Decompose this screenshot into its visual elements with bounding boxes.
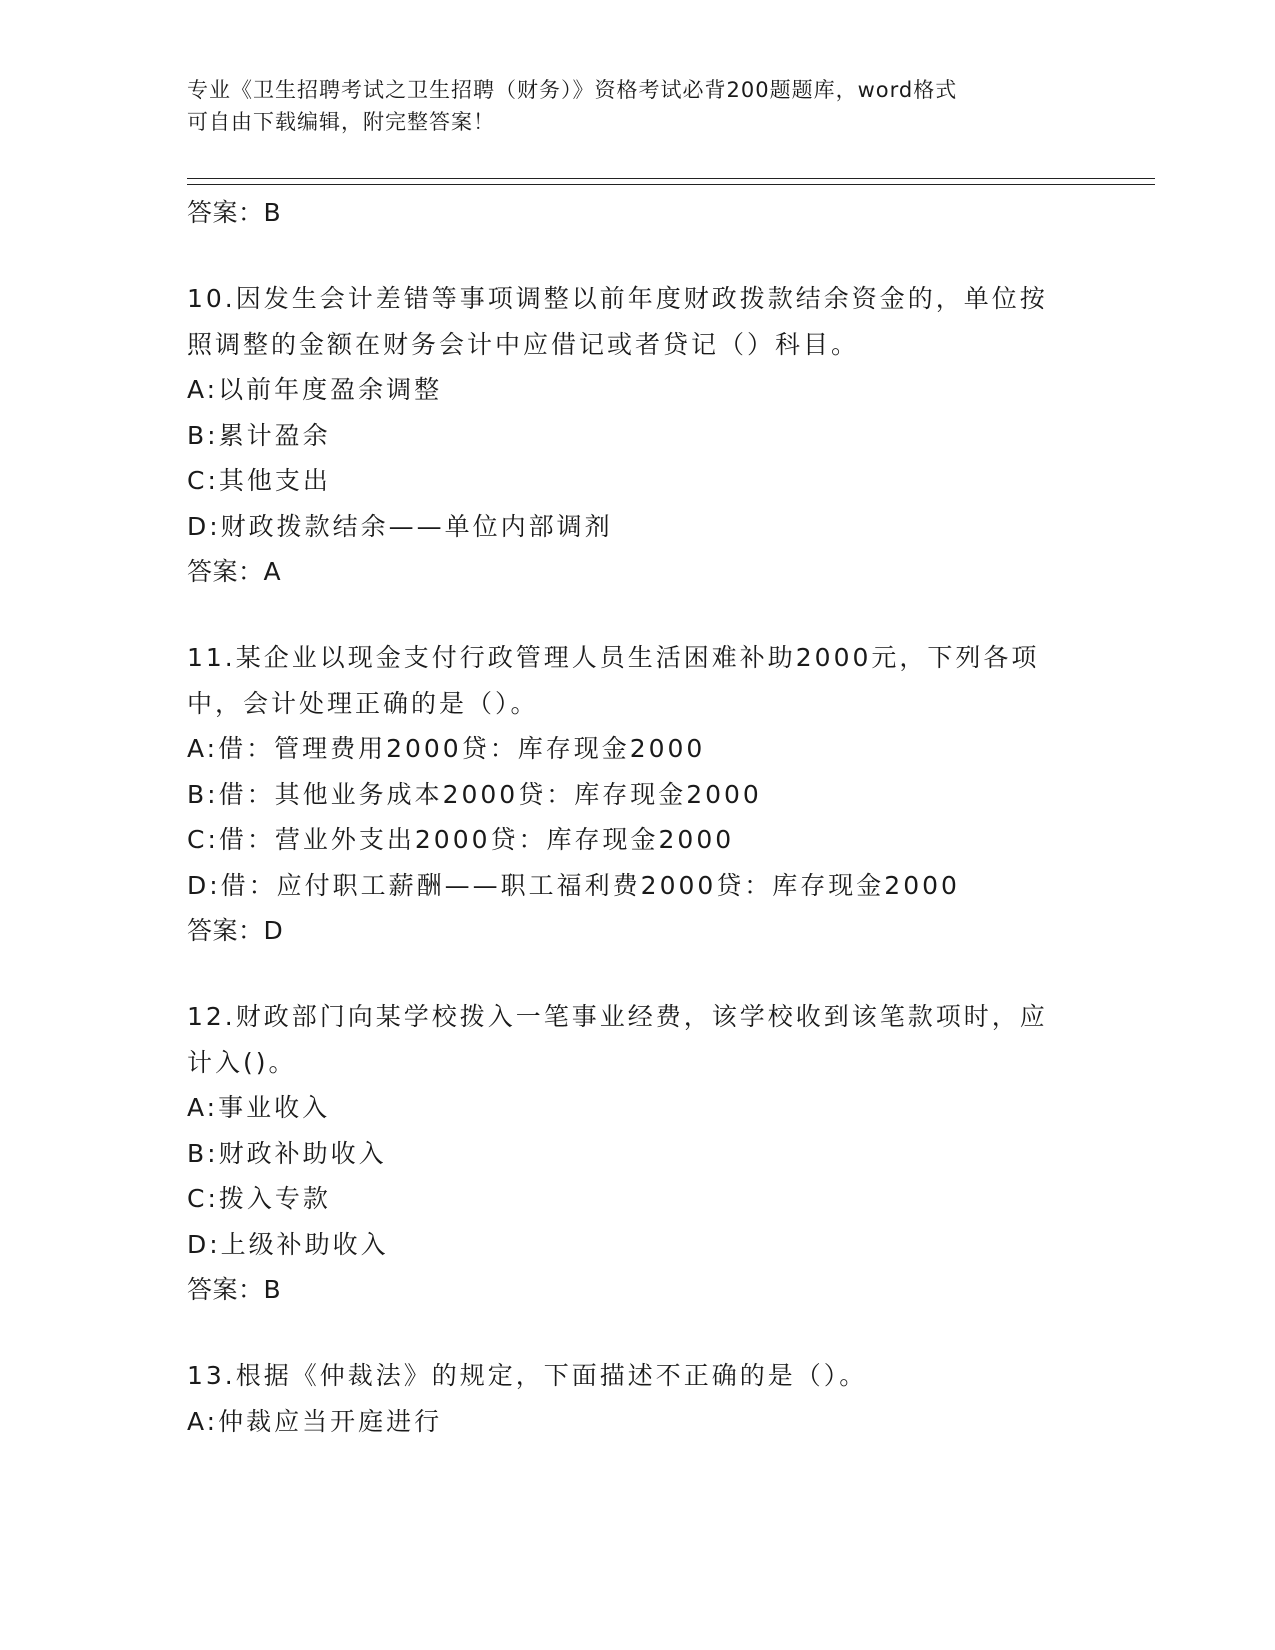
page-header [187, 74, 1067, 138]
question-list [187, 190, 1087, 1444]
answer-line: 答案：B [187, 1275, 282, 1304]
question-stem-line: 12.财政部门向某学校拨入一笔事业经费，该学校收到该笔款项时，应 [187, 1002, 1048, 1031]
question-12 [187, 994, 1087, 1313]
question-stem [187, 994, 1087, 1085]
header-line-2: 可自由下载编辑，附完整答案！ [187, 110, 495, 134]
option-c: C:借：营业外支出2000贷：库存现金2000 [187, 825, 735, 854]
question-stem [187, 1353, 1087, 1399]
question-stem-line: 计入()。 [187, 1047, 297, 1077]
question-11 [187, 635, 1087, 954]
option-a: A:以前年度盈余调整 [187, 375, 443, 404]
answer-line: 答案：B [187, 198, 282, 227]
option-b: B:财政补助收入 [187, 1138, 387, 1168]
option-c: C:其他支出 [187, 466, 331, 495]
option-a: A:仲裁应当开庭进行 [187, 1406, 443, 1436]
option-b: B:累计盈余 [187, 420, 331, 450]
answer-line: 答案：A [187, 557, 282, 586]
option-d: D:上级补助收入 [187, 1229, 389, 1259]
option-c: C:拨入专款 [187, 1184, 331, 1213]
option-d: D:借：应付职工薪酬——职工福利费2000贷：库存现金2000 [187, 870, 960, 900]
question-stem-line: 13.根据《仲裁法》的规定，下面描述不正确的是（）。 [187, 1361, 868, 1390]
option-d: D:财政拨款结余——单位内部调剂 [187, 511, 613, 541]
question-stem-line: 10.因发生会计差错等事项调整以前年度财政拨款结余资金的，单位按 [187, 284, 1048, 313]
question-stem-line: 11.某企业以现金支付行政管理人员生活困难补助2000元，下列各项 [187, 643, 1040, 672]
option-a: A:借：管理费用2000贷：库存现金2000 [187, 734, 706, 763]
question-13 [187, 1353, 1087, 1444]
header-line-1: 专业《卫生招聘考试之卫生招聘（财务）》资格考试必背200题题库，word格式 [187, 78, 958, 102]
option-a: A:事业收入 [187, 1093, 331, 1122]
question-stem [187, 635, 1087, 726]
header-divider [187, 178, 1155, 185]
question-stem [187, 276, 1087, 367]
option-b: B:借：其他业务成本2000贷：库存现金2000 [187, 779, 762, 809]
question-stem-line: 照调整的金额在财务会计中应借记或者贷记（）科目。 [187, 329, 860, 359]
question-10 [187, 276, 1087, 595]
question-stem-line: 中，会计处理正确的是（）。 [187, 688, 539, 718]
answer-line: 答案：D [187, 916, 284, 945]
